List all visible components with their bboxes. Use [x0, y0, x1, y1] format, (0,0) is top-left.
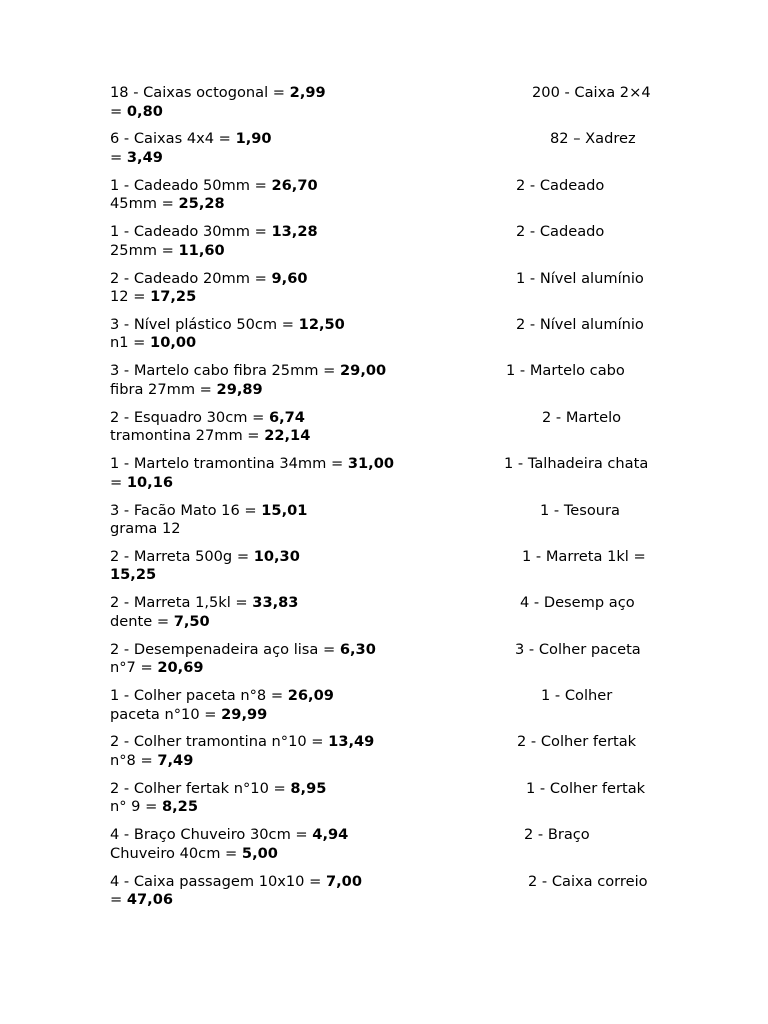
item-line-1: 2 - Colher fertak n°10 = 8,95	[110, 779, 327, 797]
list-item	[110, 548, 670, 594]
list-item	[110, 873, 670, 919]
list-item	[110, 177, 670, 223]
item-line-1: 2 - Desempenadeira aço lisa = 6,30	[110, 640, 376, 658]
item-price: 17,25	[150, 288, 197, 306]
item-line-2	[110, 566, 156, 585]
item-right-text: 200 - Caixa 2×4	[532, 84, 651, 101]
list-item	[110, 223, 670, 269]
list-item	[110, 780, 670, 826]
item-right-text: 2 - Caixa correio	[528, 872, 648, 890]
item-line-2: = 0,80	[110, 102, 163, 120]
item-right-text: 2 - Cadeado	[516, 176, 605, 194]
item-line-2: n1 = 10,00	[110, 334, 197, 352]
item-line-2: dente = 7,50	[110, 612, 210, 630]
item-right-text: 1 - Nível alumínio	[516, 269, 644, 287]
list-item	[110, 687, 670, 733]
list-item	[110, 84, 670, 130]
item-line-2: n° 9 = 8,25	[110, 798, 198, 816]
item-price: 13,49	[328, 733, 375, 751]
item-price: 7,00	[325, 872, 362, 890]
item-line-2: n°8 = 7,49	[110, 751, 194, 769]
list-item	[110, 362, 670, 408]
item-price: 10,16	[126, 473, 174, 491]
item-price: 31,00	[347, 455, 395, 473]
item-price: 29,99	[221, 705, 268, 723]
item-price: 5,00	[241, 844, 278, 862]
list-item	[110, 455, 670, 501]
item-price: 10,00	[150, 334, 197, 352]
item-right-text: 1 - Colher	[541, 687, 613, 705]
item-price: 12,50	[298, 315, 345, 333]
item-right-text: 1 - Colher fertak	[526, 779, 646, 797]
item-line-1: 1 - Cadeado 30mm = 13,28	[110, 223, 318, 241]
list-item	[110, 270, 670, 316]
item-price: 15,01	[261, 501, 308, 519]
item-right-text: 1 - Martelo cabo	[506, 362, 625, 380]
item-right-text: 2 - Cadeado	[516, 223, 605, 241]
item-right-text: 3 - Colher paceta	[515, 640, 641, 658]
list-item	[110, 130, 670, 176]
item-price: 4,94	[312, 826, 349, 844]
item-line-2: Chuveiro 40cm = 5,00	[110, 844, 278, 862]
list-item	[110, 826, 670, 872]
item-line-1: 4 - Braço Chuveiro 30cm = 4,94	[110, 826, 349, 844]
item-price: 47,06	[126, 891, 174, 909]
item-price: 9,60	[271, 269, 308, 287]
item-price: 26,09	[287, 687, 334, 705]
item-line-2: 12 = 17,25	[110, 288, 197, 306]
item-line-2: 25mm = 11,60	[110, 241, 225, 259]
item-right-text: 1 - Marreta 1kl =	[522, 547, 646, 565]
list-item	[110, 641, 670, 687]
item-line-2: = 3,49	[110, 148, 163, 166]
item-price: 29,89	[216, 380, 263, 398]
item-line-2: 45mm = 25,28	[110, 195, 225, 213]
item-price: 1,90	[235, 130, 272, 148]
item-price: 3,49	[126, 148, 163, 166]
item-line-1: 2 - Esquadro 30cm = 6,74	[110, 408, 305, 426]
item-price: 20,69	[157, 659, 204, 677]
item-right-text: 1 - Tesoura	[540, 501, 620, 519]
item-line-1: 2 - Marreta 1,5kl = 33,83	[110, 594, 299, 612]
item-line-1: 4 - Caixa passagem 10x10 = 7,00	[110, 872, 362, 890]
item-price: 6,74	[268, 408, 305, 426]
item-price: 22,14	[264, 427, 311, 445]
item-line-1: 2 - Colher tramontina n°10 = 13,49	[110, 733, 375, 751]
item-price: 25,28	[178, 195, 225, 213]
item-line-1: 3 - Martelo cabo fibra 25mm = 29,00	[110, 362, 387, 380]
item-line-2: tramontina 27mm = 22,14	[110, 427, 311, 445]
item-price: 6,30	[339, 640, 376, 658]
item-price: 29,00	[340, 362, 387, 380]
item-line-1: 6 - Caixas 4x4 = 1,90	[110, 130, 272, 148]
item-price: 26,70	[271, 176, 318, 194]
item-right-text: 2 - Colher fertak	[517, 733, 637, 751]
list-item	[110, 316, 670, 362]
item-price: 10,30	[253, 547, 300, 565]
item-price: 0,80	[126, 102, 163, 120]
item-line-1: 2 - Marreta 500g = 10,30	[110, 547, 300, 565]
item-line-2: grama 12	[110, 520, 181, 538]
item-price: 7,50	[173, 612, 210, 630]
item-price: 15,25	[110, 566, 157, 584]
document-body	[110, 84, 670, 919]
item-line-2: fibra 27mm = 29,89	[110, 380, 263, 398]
item-price: 33,83	[252, 594, 299, 612]
item-price: 7,49	[157, 751, 194, 769]
item-line-1: 1 - Cadeado 50mm = 26,70	[110, 176, 318, 194]
item-line-1: 1 - Martelo tramontina 34mm = 31,00	[110, 455, 395, 473]
item-line-2: = 47,06	[110, 891, 174, 909]
item-line-1: 3 - Facão Mato 16 = 15,01	[110, 501, 308, 519]
item-line-1: 3 - Nível plástico 50cm = 12,50	[110, 315, 345, 333]
item-right-text: 82 – Xadrez	[550, 130, 636, 148]
item-line-1: 2 - Cadeado 20mm = 9,60	[110, 269, 308, 287]
list-item	[110, 733, 670, 779]
list-item	[110, 409, 670, 455]
item-line-1: 18 - Caixas octogonal = 2,99	[110, 84, 326, 101]
item-price: 8,95	[290, 779, 327, 797]
item-right-text: 2 - Martelo	[542, 408, 622, 426]
item-line-2: paceta n°10 = 29,99	[110, 705, 268, 723]
item-right-text: 2 - Braço	[524, 826, 590, 844]
item-price: 11,60	[178, 241, 225, 259]
item-right-text: 2 - Nível alumínio	[516, 315, 644, 333]
item-price: 8,25	[161, 798, 198, 816]
item-line-1: 1 - Colher paceta n°8 = 26,09	[110, 687, 334, 705]
item-line-2: = 10,16	[110, 473, 174, 491]
item-price: 2,99	[289, 84, 326, 101]
item-right-text: 1 - Talhadeira chata	[504, 455, 649, 473]
item-right-text: 4 - Desemp aço	[520, 594, 635, 612]
item-price: 13,28	[271, 223, 318, 241]
list-item	[110, 594, 670, 640]
list-item	[110, 502, 670, 548]
item-line-2: n°7 = 20,69	[110, 659, 204, 677]
